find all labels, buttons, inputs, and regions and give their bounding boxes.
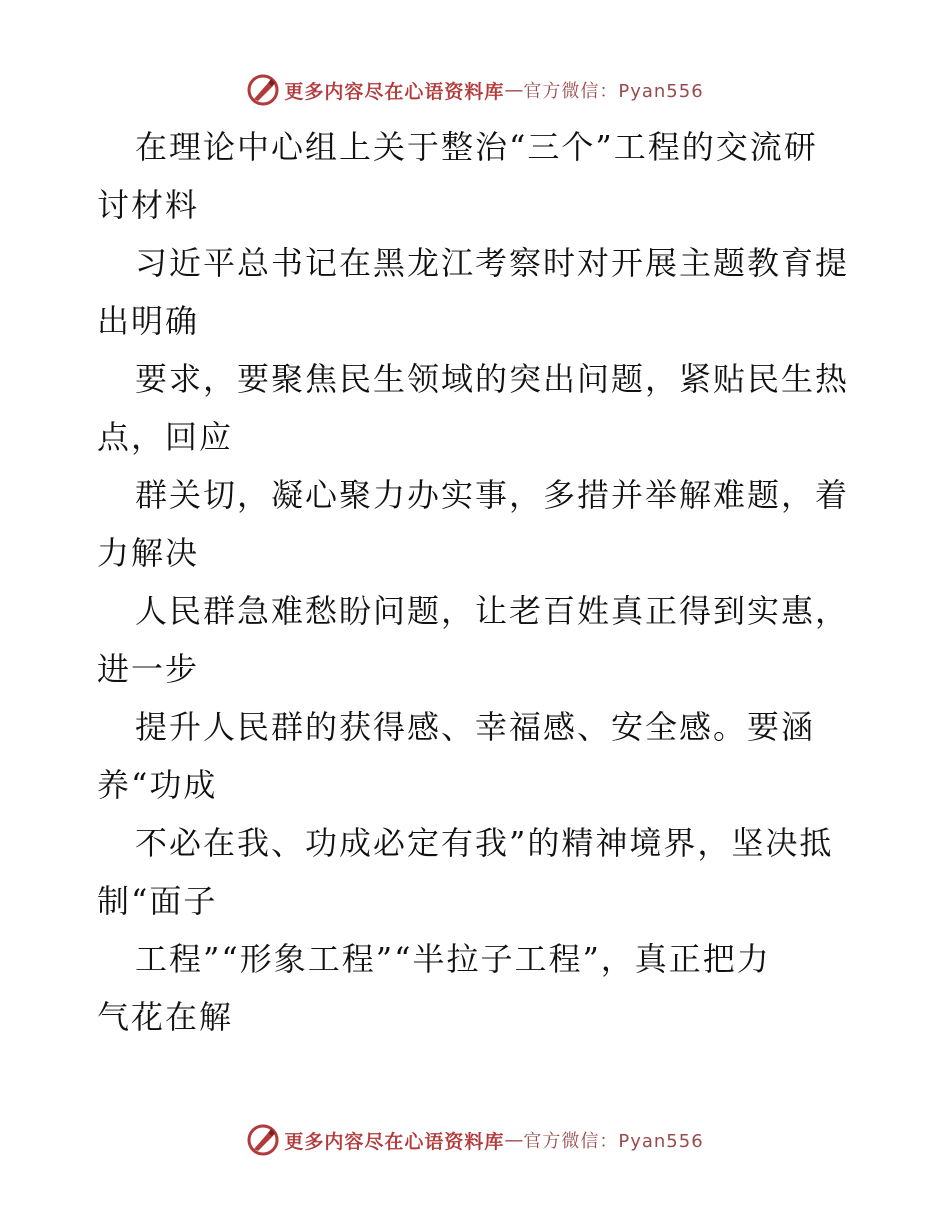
paragraph-line: 要求，要聚焦民生领域的突出问题，紧贴民生热 <box>135 360 850 398</box>
paragraph-line: 工程”“形象工程”“半拉子工程”，真正把力 <box>135 940 771 978</box>
paragraph-line: 制“面子 <box>97 882 218 920</box>
paragraph-line: 养“功成 <box>97 766 218 804</box>
paragraph <box>97 930 857 1046</box>
paragraph-line: 进一步 <box>97 650 200 688</box>
paragraph <box>97 234 857 350</box>
header-banner-contact: 官方微信：Pyan556 <box>523 81 704 102</box>
paragraph <box>97 118 857 234</box>
header-banner-dash: — <box>504 79 524 101</box>
header-banner <box>0 70 950 110</box>
paragraph-line: 习近平总书记在黑龙江考察时对开展主题教育提 <box>135 244 850 282</box>
document-body <box>97 118 857 1046</box>
pen-logo-icon <box>246 73 280 107</box>
paragraph-line: 出明确 <box>97 302 200 340</box>
footer-banner-title: 更多内容尽在心语资料库 <box>284 1130 505 1153</box>
paragraph-line: 讨材料 <box>97 186 200 224</box>
footer-banner <box>0 1120 950 1160</box>
paragraph <box>97 466 857 582</box>
paragraph-line: 力解决 <box>97 534 200 572</box>
paragraph-line: 气花在解 <box>97 998 234 1036</box>
header-banner-title: 更多内容尽在心语资料库 <box>284 80 505 103</box>
paragraph <box>97 698 857 814</box>
paragraph <box>97 814 857 930</box>
paragraph <box>97 350 857 466</box>
paragraph-line: 提升人民群的获得感、幸福感、安全感。要涵 <box>135 708 816 746</box>
paragraph-line: 不必在我、功成必定有我”的精神境界，坚决抵 <box>135 824 834 862</box>
paragraph-line: 点，回应 <box>97 418 234 456</box>
paragraph-line: 群关切，凝心聚力办实事，多措并举解难题，着 <box>135 476 850 514</box>
paragraph-line: 在理论中心组上关于整治“三个”工程的交流研 <box>135 128 818 166</box>
paragraph <box>97 582 857 698</box>
pen-logo-icon <box>246 1123 280 1157</box>
paragraph-line: 人民群急难愁盼问题，让老百姓真正得到实惠， <box>135 592 850 630</box>
footer-banner-dash: — <box>504 1129 524 1151</box>
footer-banner-contact: 官方微信：Pyan556 <box>523 1131 704 1152</box>
